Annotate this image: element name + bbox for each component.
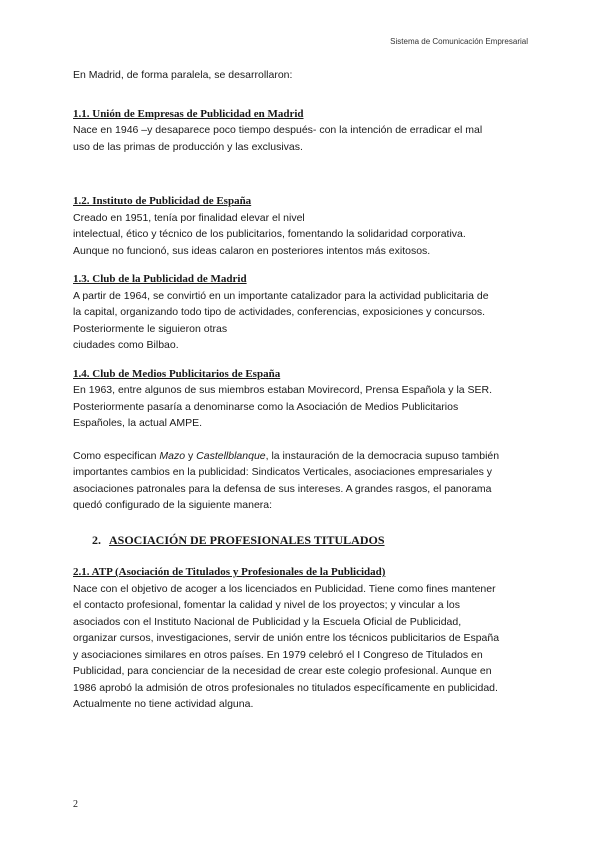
text-line: quedó configurado de la siguiente manera:: [73, 499, 273, 511]
section-1-4-body: [73, 382, 533, 432]
text-span: y: [185, 449, 197, 462]
text-line: la capital, organizando todo tipo de actividades, conferencias, exposiciones y concursos.: [73, 306, 486, 318]
section-1-3-body: [73, 288, 533, 354]
text-span: Como especifican: [73, 449, 160, 462]
text-line: En 1963, entre algunos de sus miembros estaban Movirecord, Prensa Española y la SER.: [73, 384, 493, 396]
section-heading-1-1: 1.1. Unión de Empresas de Publicidad en Madrid: [73, 107, 304, 120]
section-1-1-body: [73, 122, 533, 155]
text-line: Creado en 1951, tenía por finalidad elevar el nivel: [73, 211, 305, 224]
section-heading-1-2: 1.2. Instituto de Publicidad de España: [73, 195, 252, 207]
text-line: Nace con el objetivo de acoger a los licenciados en Publicidad. Tiene como fines mantener: [73, 582, 496, 595]
text-line: el contacto profesional, fomentar la calidad y nivel de los proyectos; y vincular a los: [73, 599, 460, 611]
text-span: , la instauración de la democracia supuso también: [265, 449, 500, 462]
closing-paragraph: [73, 448, 533, 514]
text-line: intelectual, ético y técnico de los publicitarios, fomentando la solidaridad corporativa.: [73, 228, 466, 240]
text-line: uso de las primas de producción y las exclusivas.: [73, 140, 303, 153]
text-line: ciudades como Bilbao.: [73, 339, 179, 351]
intro-paragraph: En Madrid, de forma paralela, se desarrollaron:: [73, 69, 293, 81]
text-line: importantes cambios en la publicidad: Sindicatos Verticales, asociaciones empresariales y: [73, 466, 493, 478]
text-line: asociaciones patronales para la defensa de sus intereses. A grandes rasgos, el panorama: [73, 482, 492, 495]
section-heading-2-1: 2.1. ATP (Asociación de Titulados y Profesionales de la Publicidad): [73, 566, 386, 578]
document-body: [73, 67, 533, 713]
section-heading-1-3: 1.3. Club de la Publicidad de Madrid: [73, 273, 247, 285]
author-citation-castellblanque: Castellblanque: [196, 449, 266, 462]
text-line: Posteriormente le siguieron otras: [73, 322, 228, 335]
text-line: Actualmente no tiene actividad alguna.: [73, 698, 254, 710]
section-1-2-body: [73, 210, 533, 260]
author-citation-mazo: Mazo: [159, 449, 186, 462]
section-number: 2.: [92, 532, 101, 547]
text-line: Posteriormente pasaría a denominarse como la Asociación de Medios Publicitarios: [73, 400, 459, 413]
text-line: asociados con el Instituto Nacional de Publicidad y la Escuela Oficial de Publicidad,: [73, 615, 462, 628]
section-title: ASOCIACIÓN DE PROFESIONALES TITULADOS: [109, 532, 385, 547]
text-line: organizar cursos, investigaciones, servir de unión entre los técnicos publicitarios de España: [73, 632, 500, 644]
text-line: Nace en 1946 –y desaparece poco tiempo después- con la intención de erradicar el mal: [73, 124, 483, 136]
text-line: y asociaciones similares en otros países. En 1979 celebró el I Congreso de Titulados en: [73, 648, 483, 661]
section-heading-1-4: 1.4. Club de Medios Publicitarios de España: [73, 367, 281, 380]
section-heading-2: [73, 532, 533, 549]
text-line: 1986 aprobó la admisión de otros profesionales no titulados específicamente en publicidad.: [73, 681, 498, 694]
text-line: A partir de 1964, se convirtió en un importante catalizador para la actividad publicitaria de: [73, 289, 489, 302]
running-header: Sistema de Comunicación Empresarial: [390, 37, 528, 46]
text-line: Publicidad, para concienciar de la necesidad de crear este colegio profesional. Aunque en: [73, 665, 492, 677]
text-line: Aunque no funcionó, sus ideas calaron en posteriores intentos más exitosos.: [73, 244, 431, 257]
text-line: [73, 448, 533, 465]
text-line: Españoles, la actual AMPE.: [73, 417, 202, 429]
section-2-1-body: [73, 581, 533, 713]
page-number: 2: [73, 799, 78, 810]
